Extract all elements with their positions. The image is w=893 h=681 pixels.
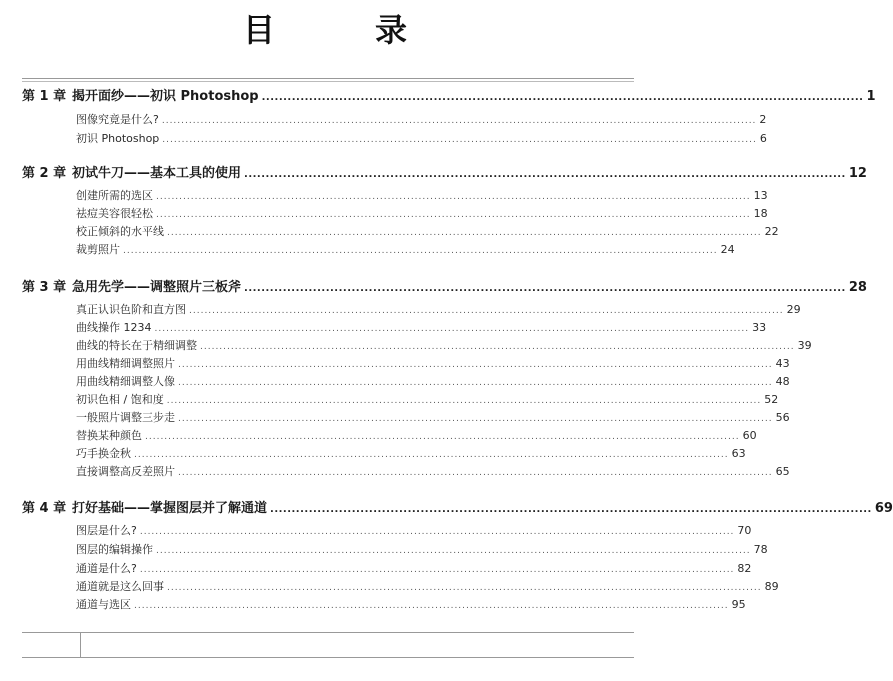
section-title: 通道是什么? bbox=[76, 562, 137, 575]
section-title: 校正倾斜的水平线 bbox=[76, 225, 164, 238]
dot-leader: .......................................................................................................................................................... bbox=[156, 192, 751, 202]
section-page: 78 bbox=[753, 543, 768, 556]
section-entry[interactable] bbox=[76, 130, 767, 148]
chapter-title: 打好基础——掌握图层并了解通道 bbox=[72, 501, 268, 516]
section-title: 通道就是这么回事 bbox=[76, 580, 164, 593]
section-page: 22 bbox=[764, 225, 779, 238]
section-page: 24 bbox=[720, 243, 735, 256]
dot-leader: .......................................................................................................................................................... bbox=[161, 116, 757, 126]
section-entry[interactable] bbox=[76, 355, 790, 373]
footer-rule-top bbox=[22, 632, 634, 633]
section-title: 巧手换金秋 bbox=[76, 447, 131, 460]
footer-divider bbox=[80, 632, 81, 657]
section-page: 95 bbox=[731, 598, 746, 611]
chapter-3-entry[interactable] bbox=[22, 279, 867, 297]
section-page: 56 bbox=[775, 411, 790, 424]
section-entry[interactable] bbox=[76, 578, 779, 596]
section-page: 33 bbox=[752, 321, 767, 334]
chapter-number: 第 4 章 bbox=[22, 501, 67, 516]
section-page: 63 bbox=[731, 447, 746, 460]
dot-leader: .......................................................................................................................................................... bbox=[156, 210, 751, 220]
section-title: 真正认识色阶和直方图 bbox=[76, 303, 186, 316]
dot-leader: .......................................................................................................................................................... bbox=[134, 601, 729, 611]
section-entry[interactable] bbox=[76, 522, 752, 540]
section-entry[interactable] bbox=[76, 373, 790, 391]
dot-leader: ............................................................................................................................................ bbox=[244, 283, 846, 294]
chapter-number: 第 2 章 bbox=[22, 166, 67, 181]
section-entry[interactable] bbox=[76, 337, 812, 355]
section-page: 70 bbox=[737, 524, 752, 537]
section-title: 创建所需的选区 bbox=[76, 189, 153, 202]
chapter-title: 急用先学——调整照片三板斧 bbox=[72, 280, 242, 295]
section-page: 18 bbox=[753, 207, 768, 220]
section-title: 图层是什么? bbox=[76, 524, 137, 537]
section-entry[interactable] bbox=[76, 301, 801, 319]
chapter-number: 第 1 章 bbox=[22, 89, 67, 104]
section-entry[interactable] bbox=[76, 463, 790, 481]
section-entry[interactable] bbox=[76, 445, 746, 463]
dot-leader: ............................................................................................................................................ bbox=[244, 169, 846, 180]
chapter-2-entry[interactable] bbox=[22, 165, 867, 183]
chapter-title: 初试牛刀——基本工具的使用 bbox=[72, 166, 242, 181]
page-title: 目 录 bbox=[242, 11, 441, 49]
chapter-page: 12 bbox=[848, 166, 867, 181]
dot-leader: .......................................................................................................................................................... bbox=[134, 450, 729, 460]
section-entry[interactable] bbox=[76, 241, 735, 259]
section-page: 39 bbox=[797, 339, 812, 352]
section-entry[interactable] bbox=[76, 205, 768, 223]
dot-leader: .......................................................................................................................................................... bbox=[178, 378, 773, 388]
section-page: 2 bbox=[759, 113, 767, 126]
section-page: 65 bbox=[775, 465, 790, 478]
dot-leader: .......................................................................................................................................................... bbox=[178, 360, 773, 370]
section-title: 通道与选区 bbox=[76, 598, 131, 611]
chapter-title: 揭开面纱——初识 Photoshop bbox=[72, 89, 259, 104]
chapter-1-entry[interactable] bbox=[22, 88, 876, 106]
section-page: 82 bbox=[737, 562, 752, 575]
chapter-page: 28 bbox=[848, 280, 867, 295]
dot-leader: .......................................................................................................................................................... bbox=[154, 324, 750, 334]
dot-leader: .......................................................................................................................................................... bbox=[123, 246, 718, 256]
section-entry[interactable] bbox=[76, 111, 767, 129]
section-entry[interactable] bbox=[76, 319, 767, 337]
section-title: 图像究竟是什么? bbox=[76, 113, 159, 126]
section-entry[interactable] bbox=[76, 391, 779, 409]
section-page: 43 bbox=[775, 357, 790, 370]
dot-leader: .......................................................................................................................................................... bbox=[156, 546, 751, 556]
section-entry[interactable] bbox=[76, 541, 768, 559]
dot-leader: ............................................................................................................................................ bbox=[261, 92, 864, 103]
section-title: 曲线操作 1234 bbox=[76, 321, 152, 334]
section-entry[interactable] bbox=[76, 187, 768, 205]
dot-leader: .......................................................................................................................................................... bbox=[139, 527, 735, 537]
section-page: 60 bbox=[742, 429, 757, 442]
dot-leader: .......................................................................................................................................................... bbox=[166, 396, 762, 406]
section-title: 用曲线精细调整照片 bbox=[76, 357, 175, 370]
section-page: 48 bbox=[775, 375, 790, 388]
dot-leader: ............................................................................................................................................ bbox=[270, 504, 872, 515]
section-entry[interactable] bbox=[76, 596, 746, 614]
section-title: 祛痘美容很轻松 bbox=[76, 207, 153, 220]
chapter-4-entry[interactable] bbox=[22, 500, 893, 518]
dot-leader: .......................................................................................................................................................... bbox=[178, 414, 773, 424]
dot-leader: .......................................................................................................................................................... bbox=[139, 565, 735, 575]
section-title: 直接调整高反差照片 bbox=[76, 465, 175, 478]
section-title: 一般照片调整三步走 bbox=[76, 411, 175, 424]
section-page: 52 bbox=[764, 393, 779, 406]
chapter-page: 1 bbox=[866, 89, 876, 104]
section-entry[interactable] bbox=[76, 409, 790, 427]
chapter-page: 69 bbox=[874, 501, 893, 516]
section-page: 13 bbox=[753, 189, 768, 202]
dot-leader: .......................................................................................................................................................... bbox=[167, 228, 762, 238]
dot-leader: .......................................................................................................................................................... bbox=[178, 468, 773, 478]
section-entry[interactable] bbox=[76, 223, 779, 241]
section-page: 89 bbox=[764, 580, 779, 593]
section-entry[interactable] bbox=[76, 427, 757, 445]
section-page: 29 bbox=[786, 303, 801, 316]
section-page: 6 bbox=[759, 132, 767, 145]
dot-leader: .......................................................................................................................................................... bbox=[162, 135, 757, 145]
title-rule-secondary bbox=[22, 81, 634, 82]
section-title: 用曲线精细调整人像 bbox=[76, 375, 175, 388]
dot-leader: .......................................................................................................................................................... bbox=[145, 432, 740, 442]
chapter-number: 第 3 章 bbox=[22, 280, 67, 295]
title-rule bbox=[22, 78, 634, 79]
dot-leader: .......................................................................................................................................................... bbox=[167, 583, 762, 593]
section-title: 替换某种颜色 bbox=[76, 429, 142, 442]
dot-leader: .......................................................................................................................................................... bbox=[200, 342, 795, 352]
dot-leader: .......................................................................................................................................................... bbox=[189, 306, 784, 316]
footer-rule-bottom bbox=[22, 657, 634, 658]
section-title: 曲线的特长在于精细调整 bbox=[76, 339, 197, 352]
section-entry[interactable] bbox=[76, 560, 752, 578]
section-title: 图层的编辑操作 bbox=[76, 543, 153, 556]
section-title: 裁剪照片 bbox=[76, 243, 120, 256]
section-title: 初识 Photoshop bbox=[76, 132, 160, 145]
section-title: 初识色相 / 饱和度 bbox=[76, 393, 164, 406]
